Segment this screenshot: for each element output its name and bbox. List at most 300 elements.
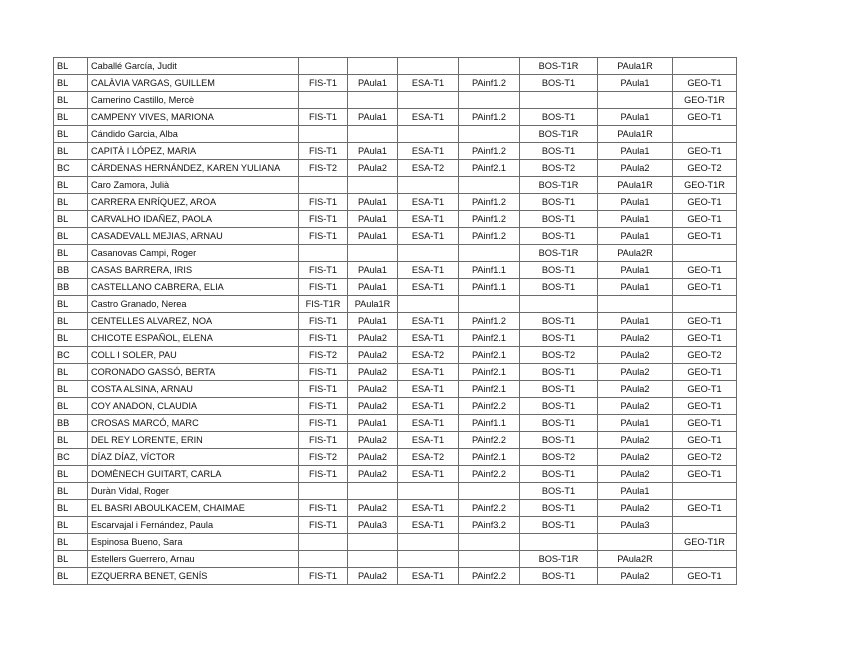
bos-aula-cell — [598, 296, 673, 313]
student-name-cell: Estellers Guerrero, Arnau — [88, 551, 299, 568]
bos-cell: BOS-T1 — [520, 415, 598, 432]
fis-cell — [299, 92, 348, 109]
fis-cell — [299, 126, 348, 143]
group-cell: BL — [54, 381, 88, 398]
table-row — [54, 126, 737, 143]
bos-aula-cell: PAula1 — [598, 109, 673, 126]
bos-cell: BOS-T1 — [520, 568, 598, 585]
esa-aula-cell: PAinf2.2 — [459, 568, 520, 585]
student-name-cell: CÁRDENAS HERNÁNDEZ, KAREN YULIANA — [88, 160, 299, 177]
esa-aula-cell: PAinf2.2 — [459, 398, 520, 415]
fis-aula-cell: PAula1 — [348, 143, 398, 160]
bos-aula-cell: PAula3 — [598, 517, 673, 534]
esa-cell: ESA-T1 — [398, 279, 459, 296]
bos-cell: BOS-T1 — [520, 143, 598, 160]
esa-aula-cell: PAinf3.2 — [459, 517, 520, 534]
fis-aula-cell: PAula2 — [348, 364, 398, 381]
fis-aula-cell: PAula1 — [348, 194, 398, 211]
group-cell: BB — [54, 415, 88, 432]
student-name-cell: DEL REY LORENTE, ERIN — [88, 432, 299, 449]
fis-aula-cell: PAula1 — [348, 228, 398, 245]
group-cell: BB — [54, 279, 88, 296]
geo-cell — [673, 551, 737, 568]
bos-cell — [520, 92, 598, 109]
group-cell: BL — [54, 92, 88, 109]
esa-cell — [398, 483, 459, 500]
esa-cell — [398, 126, 459, 143]
student-name-cell: Caro Zamora, Julià — [88, 177, 299, 194]
esa-aula-cell: PAinf2.2 — [459, 466, 520, 483]
bos-aula-cell: PAula2 — [598, 500, 673, 517]
esa-cell: ESA-T1 — [398, 194, 459, 211]
geo-cell — [673, 58, 737, 75]
fis-cell: FIS-T1 — [299, 194, 348, 211]
fis-cell: FIS-T1 — [299, 398, 348, 415]
fis-cell — [299, 177, 348, 194]
esa-cell: ESA-T1 — [398, 415, 459, 432]
esa-aula-cell — [459, 177, 520, 194]
student-name-cell: Casanovas Campi, Roger — [88, 245, 299, 262]
bos-aula-cell: PAula2 — [598, 449, 673, 466]
student-name-cell: CALÀVIA VARGAS, GUILLEM — [88, 75, 299, 92]
table-row — [54, 449, 737, 466]
fis-aula-cell — [348, 551, 398, 568]
table-row — [54, 568, 737, 585]
esa-aula-cell — [459, 92, 520, 109]
table-row — [54, 160, 737, 177]
esa-aula-cell — [459, 58, 520, 75]
esa-aula-cell: PAinf1.2 — [459, 194, 520, 211]
fis-cell: FIS-T2 — [299, 449, 348, 466]
student-name-cell: CHICOTE ESPAÑOL, ELENA — [88, 330, 299, 347]
fis-aula-cell: PAula1 — [348, 109, 398, 126]
esa-aula-cell — [459, 126, 520, 143]
esa-cell: ESA-T1 — [398, 381, 459, 398]
group-cell: BL — [54, 551, 88, 568]
esa-cell: ESA-T1 — [398, 330, 459, 347]
group-cell: BL — [54, 364, 88, 381]
table-row — [54, 92, 737, 109]
student-name-cell: Escarvajal i Fernández, Paula — [88, 517, 299, 534]
fis-cell: FIS-T1 — [299, 262, 348, 279]
fis-cell: FIS-T1 — [299, 313, 348, 330]
fis-aula-cell: PAula2 — [348, 347, 398, 364]
bos-aula-cell: PAula1 — [598, 262, 673, 279]
geo-cell: GEO-T1 — [673, 194, 737, 211]
bos-aula-cell: PAula2 — [598, 330, 673, 347]
esa-cell: ESA-T1 — [398, 211, 459, 228]
fis-aula-cell: PAula3 — [348, 517, 398, 534]
fis-aula-cell: PAula2 — [348, 466, 398, 483]
fis-cell — [299, 534, 348, 551]
group-cell: BL — [54, 568, 88, 585]
bos-aula-cell — [598, 534, 673, 551]
esa-aula-cell: PAinf1.2 — [459, 211, 520, 228]
table-row — [54, 262, 737, 279]
esa-cell: ESA-T1 — [398, 500, 459, 517]
fis-aula-cell: PAula2 — [348, 568, 398, 585]
table-row — [54, 330, 737, 347]
esa-aula-cell: PAinf2.1 — [459, 364, 520, 381]
fis-cell — [299, 551, 348, 568]
student-name-cell: CAPITÀ I LÓPEZ, MARIA — [88, 143, 299, 160]
fis-aula-cell: PAula1 — [348, 279, 398, 296]
bos-aula-cell: PAula2 — [598, 432, 673, 449]
bos-cell: BOS-T1 — [520, 517, 598, 534]
esa-cell — [398, 245, 459, 262]
esa-cell: ESA-T1 — [398, 432, 459, 449]
table-row — [54, 517, 737, 534]
fis-cell: FIS-T2 — [299, 160, 348, 177]
group-cell: BL — [54, 194, 88, 211]
student-name-cell: Castro Granado, Nerea — [88, 296, 299, 313]
table-row — [54, 228, 737, 245]
geo-cell: GEO-T1 — [673, 364, 737, 381]
group-cell: BL — [54, 228, 88, 245]
esa-cell: ESA-T2 — [398, 347, 459, 364]
group-cell: BL — [54, 58, 88, 75]
esa-aula-cell — [459, 534, 520, 551]
student-name-cell: CAMPENY VIVES, MARIONA — [88, 109, 299, 126]
group-cell: BC — [54, 160, 88, 177]
student-name-cell: CORONADO GASSÓ, BERTA — [88, 364, 299, 381]
esa-aula-cell: PAinf1.2 — [459, 109, 520, 126]
geo-cell — [673, 296, 737, 313]
bos-aula-cell: PAula2 — [598, 398, 673, 415]
bos-aula-cell: PAula2R — [598, 551, 673, 568]
table-body — [54, 58, 737, 585]
esa-cell: ESA-T1 — [398, 143, 459, 160]
group-cell: BL — [54, 143, 88, 160]
table-row — [54, 109, 737, 126]
fis-cell: FIS-T1R — [299, 296, 348, 313]
esa-aula-cell: PAinf1.2 — [459, 143, 520, 160]
fis-cell: FIS-T1 — [299, 109, 348, 126]
geo-cell — [673, 517, 737, 534]
bos-cell: BOS-T1 — [520, 432, 598, 449]
table-row — [54, 551, 737, 568]
bos-aula-cell: PAula1 — [598, 75, 673, 92]
table-row — [54, 194, 737, 211]
bos-cell: BOS-T1 — [520, 75, 598, 92]
table-row — [54, 398, 737, 415]
bos-aula-cell: PAula1 — [598, 279, 673, 296]
geo-cell: GEO-T1R — [673, 177, 737, 194]
table-row — [54, 364, 737, 381]
fis-aula-cell — [348, 483, 398, 500]
bos-aula-cell: PAula2 — [598, 160, 673, 177]
fis-cell — [299, 245, 348, 262]
bos-cell: BOS-T1 — [520, 398, 598, 415]
bos-aula-cell: PAula1R — [598, 177, 673, 194]
bos-cell: BOS-T1R — [520, 245, 598, 262]
table-row — [54, 143, 737, 160]
bos-cell: BOS-T1 — [520, 194, 598, 211]
student-name-cell: CASAS BARRERA, IRIS — [88, 262, 299, 279]
bos-cell: BOS-T1 — [520, 483, 598, 500]
geo-cell — [673, 483, 737, 500]
esa-cell: ESA-T1 — [398, 466, 459, 483]
group-cell: BL — [54, 313, 88, 330]
bos-aula-cell: PAula2 — [598, 466, 673, 483]
geo-cell: GEO-T1R — [673, 534, 737, 551]
table-row — [54, 415, 737, 432]
student-name-cell: EL BASRI ABOULKACEM, CHAIMAE — [88, 500, 299, 517]
bos-aula-cell — [598, 92, 673, 109]
group-cell: BL — [54, 75, 88, 92]
geo-cell: GEO-T2 — [673, 347, 737, 364]
table-row — [54, 75, 737, 92]
fis-cell: FIS-T1 — [299, 466, 348, 483]
esa-cell: ESA-T2 — [398, 449, 459, 466]
group-cell: BL — [54, 534, 88, 551]
esa-aula-cell: PAinf1.2 — [459, 228, 520, 245]
esa-aula-cell — [459, 483, 520, 500]
esa-cell — [398, 92, 459, 109]
fis-aula-cell — [348, 177, 398, 194]
esa-aula-cell: PAinf1.1 — [459, 415, 520, 432]
esa-cell — [398, 296, 459, 313]
student-name-cell: CARRERA ENRÍQUEZ, AROA — [88, 194, 299, 211]
bos-aula-cell: PAula2R — [598, 245, 673, 262]
bos-cell: BOS-T1 — [520, 228, 598, 245]
bos-aula-cell: PAula2 — [598, 381, 673, 398]
bos-cell: BOS-T1 — [520, 364, 598, 381]
esa-aula-cell — [459, 551, 520, 568]
esa-aula-cell: PAinf1.1 — [459, 262, 520, 279]
esa-aula-cell: PAinf1.2 — [459, 313, 520, 330]
fis-aula-cell — [348, 126, 398, 143]
group-cell: BL — [54, 109, 88, 126]
fis-cell: FIS-T1 — [299, 75, 348, 92]
group-cell: BL — [54, 432, 88, 449]
table-row — [54, 211, 737, 228]
group-cell: BL — [54, 245, 88, 262]
fis-aula-cell: PAula2 — [348, 330, 398, 347]
fis-aula-cell: PAula1 — [348, 211, 398, 228]
esa-aula-cell: PAinf2.1 — [459, 381, 520, 398]
esa-aula-cell: PAinf2.1 — [459, 160, 520, 177]
student-name-cell: COLL I SOLER, PAU — [88, 347, 299, 364]
esa-cell: ESA-T1 — [398, 568, 459, 585]
table-row — [54, 466, 737, 483]
student-name-cell: Camerino Castillo, Mercè — [88, 92, 299, 109]
bos-aula-cell: PAula1 — [598, 228, 673, 245]
esa-aula-cell: PAinf1.2 — [459, 75, 520, 92]
student-name-cell: CROSAS MARCÓ, MARC — [88, 415, 299, 432]
fis-cell: FIS-T1 — [299, 432, 348, 449]
geo-cell: GEO-T1 — [673, 109, 737, 126]
fis-aula-cell — [348, 58, 398, 75]
esa-aula-cell — [459, 296, 520, 313]
geo-cell: GEO-T2 — [673, 160, 737, 177]
bos-cell: BOS-T1R — [520, 551, 598, 568]
esa-aula-cell: PAinf2.1 — [459, 330, 520, 347]
group-cell: BL — [54, 483, 88, 500]
group-cell: BC — [54, 347, 88, 364]
table-row — [54, 534, 737, 551]
group-cell: BC — [54, 449, 88, 466]
student-name-cell: COSTA ALSINA, ARNAU — [88, 381, 299, 398]
student-name-cell: DÍAZ DÍAZ, VÍCTOR — [88, 449, 299, 466]
bos-cell: BOS-T1 — [520, 262, 598, 279]
geo-cell: GEO-T1 — [673, 381, 737, 398]
bos-cell: BOS-T1 — [520, 381, 598, 398]
fis-aula-cell — [348, 534, 398, 551]
esa-cell: ESA-T2 — [398, 160, 459, 177]
fis-aula-cell: PAula1 — [348, 313, 398, 330]
group-cell: BL — [54, 126, 88, 143]
fis-aula-cell: PAula2 — [348, 500, 398, 517]
table-row — [54, 279, 737, 296]
geo-cell: GEO-T1 — [673, 398, 737, 415]
fis-aula-cell: PAula2 — [348, 398, 398, 415]
fis-cell: FIS-T1 — [299, 415, 348, 432]
group-cell: BL — [54, 177, 88, 194]
bos-cell: BOS-T1R — [520, 126, 598, 143]
bos-aula-cell: PAula1 — [598, 143, 673, 160]
bos-cell: BOS-T1R — [520, 177, 598, 194]
student-name-cell: CENTELLES ALVAREZ, NOA — [88, 313, 299, 330]
fis-cell: FIS-T1 — [299, 568, 348, 585]
table-row — [54, 245, 737, 262]
bos-cell: BOS-T1 — [520, 313, 598, 330]
fis-aula-cell: PAula1 — [348, 262, 398, 279]
bos-aula-cell: PAula2 — [598, 347, 673, 364]
bos-cell: BOS-T1 — [520, 466, 598, 483]
esa-aula-cell: PAinf2.1 — [459, 449, 520, 466]
geo-cell: GEO-T1 — [673, 415, 737, 432]
esa-cell: ESA-T1 — [398, 313, 459, 330]
student-schedule-table — [53, 57, 737, 585]
fis-aula-cell: PAula1 — [348, 75, 398, 92]
fis-cell — [299, 483, 348, 500]
fis-aula-cell — [348, 92, 398, 109]
bos-cell: BOS-T1 — [520, 330, 598, 347]
bos-cell: BOS-T2 — [520, 347, 598, 364]
group-cell: BL — [54, 517, 88, 534]
fis-aula-cell: PAula2 — [348, 160, 398, 177]
bos-cell: BOS-T1 — [520, 500, 598, 517]
esa-cell: ESA-T1 — [398, 228, 459, 245]
fis-cell: FIS-T1 — [299, 228, 348, 245]
esa-aula-cell: PAinf2.1 — [459, 347, 520, 364]
fis-aula-cell: PAula2 — [348, 449, 398, 466]
geo-cell: GEO-T1 — [673, 262, 737, 279]
geo-cell: GEO-T1 — [673, 211, 737, 228]
student-name-cell: EZQUERRA BENET, GENÍS — [88, 568, 299, 585]
geo-cell — [673, 245, 737, 262]
geo-cell — [673, 126, 737, 143]
group-cell: BL — [54, 211, 88, 228]
esa-cell: ESA-T1 — [398, 262, 459, 279]
geo-cell: GEO-T1 — [673, 313, 737, 330]
fis-cell: FIS-T1 — [299, 279, 348, 296]
group-cell: BL — [54, 466, 88, 483]
geo-cell: GEO-T2 — [673, 449, 737, 466]
table-row — [54, 483, 737, 500]
esa-cell — [398, 177, 459, 194]
fis-cell: FIS-T1 — [299, 143, 348, 160]
geo-cell: GEO-T1 — [673, 228, 737, 245]
bos-aula-cell: PAula1 — [598, 211, 673, 228]
bos-aula-cell: PAula1 — [598, 483, 673, 500]
group-cell: BL — [54, 398, 88, 415]
student-name-cell: Duràn Vidal, Roger — [88, 483, 299, 500]
group-cell: BL — [54, 330, 88, 347]
bos-cell: BOS-T2 — [520, 160, 598, 177]
fis-cell: FIS-T1 — [299, 211, 348, 228]
fis-cell: FIS-T1 — [299, 500, 348, 517]
esa-cell: ESA-T1 — [398, 109, 459, 126]
bos-aula-cell: PAula1R — [598, 126, 673, 143]
fis-cell: FIS-T1 — [299, 364, 348, 381]
geo-cell: GEO-T1 — [673, 500, 737, 517]
table-row — [54, 432, 737, 449]
bos-cell — [520, 534, 598, 551]
esa-aula-cell: PAinf2.2 — [459, 432, 520, 449]
table-row — [54, 296, 737, 313]
bos-cell: BOS-T1 — [520, 109, 598, 126]
table-row — [54, 313, 737, 330]
table-row — [54, 381, 737, 398]
table-row — [54, 347, 737, 364]
bos-aula-cell: PAula2 — [598, 568, 673, 585]
geo-cell: GEO-T1 — [673, 143, 737, 160]
student-name-cell: Caballé García, Judit — [88, 58, 299, 75]
table-row — [54, 500, 737, 517]
bos-cell — [520, 296, 598, 313]
fis-cell: FIS-T1 — [299, 517, 348, 534]
geo-cell: GEO-T1 — [673, 432, 737, 449]
geo-cell: GEO-T1 — [673, 466, 737, 483]
bos-aula-cell: PAula1R — [598, 58, 673, 75]
student-name-cell: Cándido Garcia, Alba — [88, 126, 299, 143]
geo-cell: GEO-T1 — [673, 279, 737, 296]
esa-cell: ESA-T1 — [398, 364, 459, 381]
student-name-cell: Espinosa Bueno, Sara — [88, 534, 299, 551]
group-cell: BL — [54, 500, 88, 517]
fis-aula-cell: PAula2 — [348, 432, 398, 449]
bos-aula-cell: PAula1 — [598, 313, 673, 330]
esa-cell — [398, 58, 459, 75]
group-cell: BB — [54, 262, 88, 279]
fis-aula-cell — [348, 245, 398, 262]
student-name-cell: CASTELLANO CABRERA, ELIA — [88, 279, 299, 296]
esa-cell — [398, 551, 459, 568]
esa-aula-cell: PAinf1.1 — [459, 279, 520, 296]
bos-cell: BOS-T2 — [520, 449, 598, 466]
geo-cell: GEO-T1 — [673, 568, 737, 585]
geo-cell: GEO-T1R — [673, 92, 737, 109]
fis-cell: FIS-T1 — [299, 381, 348, 398]
group-cell: BL — [54, 296, 88, 313]
geo-cell: GEO-T1 — [673, 75, 737, 92]
student-name-cell: COY ANADON, CLAUDIA — [88, 398, 299, 415]
fis-cell: FIS-T1 — [299, 330, 348, 347]
geo-cell: GEO-T1 — [673, 330, 737, 347]
bos-aula-cell: PAula1 — [598, 415, 673, 432]
esa-cell: ESA-T1 — [398, 75, 459, 92]
esa-aula-cell — [459, 245, 520, 262]
fis-aula-cell: PAula1 — [348, 415, 398, 432]
student-name-cell: DOMÈNECH GUITART, CARLA — [88, 466, 299, 483]
esa-cell: ESA-T1 — [398, 517, 459, 534]
table-row — [54, 177, 737, 194]
fis-aula-cell: PAula1R — [348, 296, 398, 313]
fis-aula-cell: PAula2 — [348, 381, 398, 398]
bos-cell: BOS-T1 — [520, 211, 598, 228]
